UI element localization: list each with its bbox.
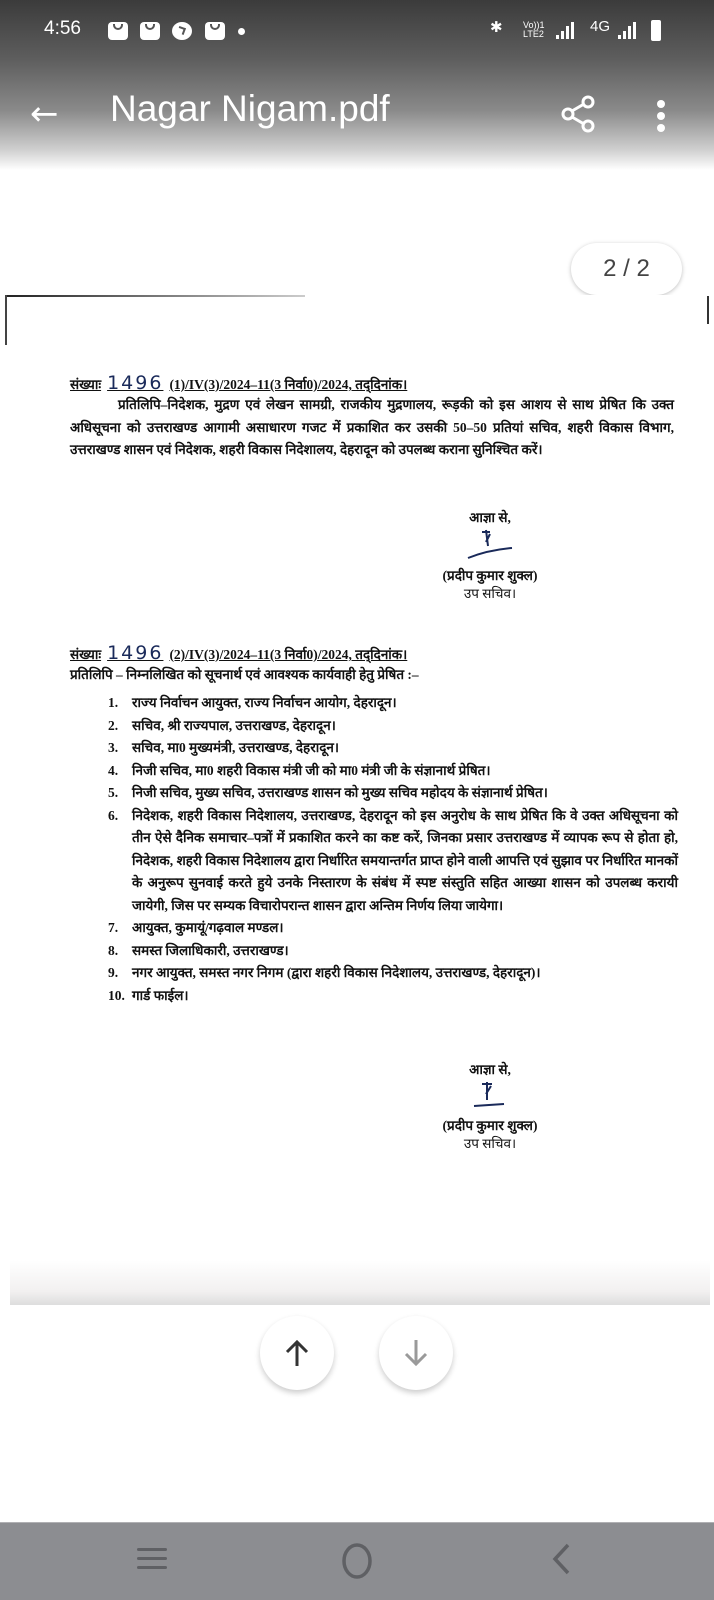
item-number: 6.: [108, 807, 119, 823]
page-indicator: 2 / 2: [571, 243, 682, 295]
status-time: 4:56: [44, 18, 81, 39]
bag-notification-icon: [108, 22, 128, 40]
list-item: [108, 782, 678, 805]
paragraph-text: प्रतिलिपि–निदेशक, मुद्रण एवं लेखन सामग्री, राजकीय मुद्रणालय, रूड़की को इस आशय से साथ प्रेषित कि उक्त अधिसूचना को उत्तराखण्ड आगामी असाधारण गजट में प्रकाशित कर उसकी 50–50 प्रतियां सचिव, शहरी विकास विभाग, उत्तराखण्ड शासन एवं निदेशक, शहरी विकास निदेशालय, देहरादून को उपलब्ध कराना सुनिश्चित करें।: [70, 397, 674, 457]
network-type: 4G: [590, 18, 611, 35]
signature-image: [460, 1078, 520, 1118]
list-item: [108, 715, 678, 738]
recents-icon[interactable]: [135, 1541, 169, 1575]
item-number: 9.: [108, 965, 119, 980]
item-text: सचिव, श्री राज्यपाल, उत्तराखण्ड, देहरादून।: [132, 717, 336, 733]
reference-number-2: [70, 642, 407, 667]
page-edge-bottom: [10, 1260, 710, 1305]
signature-block-2: [410, 1060, 570, 1152]
signatory-designation: उप सचिव।: [463, 1136, 517, 1151]
signatory-name: (प्रदीप कुमार शुक्ल): [442, 568, 538, 583]
item-number: 1.: [108, 695, 119, 710]
item-number: 4.: [108, 762, 119, 778]
item-text: राज्य निर्वाचन आयुक्त, राज्य निर्वाचन आयोग, देहरादून।: [132, 695, 397, 710]
signature-image: [460, 528, 520, 568]
battery-icon: [651, 20, 661, 41]
status-bar: [0, 14, 714, 46]
volte-badge: [523, 21, 545, 39]
handwritten-number: 1496: [107, 372, 164, 394]
list-item: [108, 692, 678, 715]
signature-block-1: [410, 508, 570, 602]
list-item: [108, 805, 678, 918]
signatory-designation: उप सचिव।: [463, 586, 517, 601]
document-title: Nagar Nigam.pdf: [110, 88, 390, 129]
app-bar: [0, 80, 714, 150]
bag-notification-icon: [140, 22, 160, 40]
copy-heading: प्रतिलिपि – निम्नलिखित को सूचनार्थ एवं आवश्यक कार्यवाही हेतु प्रेषित :–: [70, 667, 419, 682]
list-item: [108, 985, 678, 1008]
by-order-label: आज्ञा से,: [469, 1062, 511, 1077]
bluetooth-icon: ✱: [490, 19, 503, 36]
list-item: [108, 917, 678, 940]
list-item: [108, 962, 678, 985]
arrow-up-icon: [282, 1338, 312, 1368]
home-icon[interactable]: [340, 1541, 374, 1581]
page-edge-right: [707, 296, 709, 324]
item-number: 5.: [108, 785, 119, 800]
signal-icon: [555, 22, 577, 40]
item-number: 10.: [108, 987, 125, 1003]
item-number: 2.: [108, 717, 119, 733]
top-app-area: [0, 0, 714, 170]
more-vertical-icon[interactable]: [656, 100, 666, 134]
previous-page-button[interactable]: [260, 1316, 334, 1390]
handwritten-number: 1496: [107, 642, 164, 664]
page-edge-top: [5, 295, 305, 297]
list-item: [108, 760, 678, 783]
list-item: [108, 940, 678, 963]
back-chevron-icon[interactable]: [550, 1541, 574, 1577]
item-number: 3.: [108, 740, 119, 755]
item-text: आयुक्त, कुमायूं/गढ़वाल मण्डल।: [132, 920, 284, 935]
item-number: 8.: [108, 942, 119, 958]
item-text: समस्त जिलाधिकारी, उत्तराखण्ड।: [132, 942, 289, 958]
volte-label-bottom: LTE2: [523, 29, 544, 39]
item-text: निजी सचिव, मुख्य सचिव, उत्तराखण्ड शासन को मुख्य सचिव महोदय के संज्ञानार्थ प्रेषित।: [132, 785, 548, 800]
speed-notification-icon: [172, 22, 192, 40]
copy-paragraph-1: [70, 394, 674, 462]
share-icon[interactable]: [560, 94, 596, 134]
more-notifications-dot: [238, 28, 245, 35]
arrow-down-icon: [401, 1338, 431, 1368]
item-text: नगर आयुक्त, समस्त नगर निगम (द्वारा शहरी विकास निदेशालय, उत्तराखण्ड, देहरादून)।: [132, 965, 541, 980]
item-text: गार्ड फाईल।: [132, 987, 189, 1003]
item-text: सचिव, मा0 मुख्यमंत्री, उत्तराखण्ड, देहरादून।: [132, 740, 340, 755]
signatory-name: (प्रदीप कुमार शुक्ल): [442, 1118, 538, 1133]
ref-suffix: (2)/IV(3)/2024–11(3 निर्वा0)/2024, तद्‌दिनांक।: [169, 647, 408, 662]
ref-prefix: संख्याः: [70, 377, 102, 392]
arrow-left-icon[interactable]: ←: [30, 94, 59, 134]
ref-suffix: (1)/IV(3)/2024–11(3 निर्वा0)/2024, तद्‌दिनांक।: [169, 377, 408, 392]
bag-notification-icon: [205, 22, 225, 40]
list-item: [108, 737, 678, 760]
item-text: निदेशक, शहरी विकास निदेशालय, उत्तराखण्ड, देहरादून को इस अनुरोध के साथ प्रेषित कि वे उक्त अधिसूचना को तीन ऐसे दैनिक समाचार–पत्रों में प्रकाशित करने का कष्ट करें, जिनका प्रसार उत्तराखण्ड में व्यापक रूप से होता हो, निदेशक, शहरी विकास निदेशालय द्वारा निर्धारित समयान्तर्गत प्राप्त होने वाली आपत्ति एवं सुझाव पर निर्धारित मानकों के अनुरूप सुनवाई करते हुये उनके निस्तारण के संबंध में स्पष्ट संस्तुति सहित आख्या शासन को उपलब्ध करायी जायेगी, जिस पर सम्यक विचारोपरान्त शासन द्वारा अन्तिम निर्णय लिया जायेगा।: [132, 807, 678, 913]
next-page-button[interactable]: [379, 1316, 453, 1390]
by-order-label: आज्ञा से,: [469, 510, 511, 525]
item-text: निजी सचिव, मा0 शहरी विकास मंत्री जी को मा0 मंत्री जी के संज्ञानार्थ प्रेषित।: [132, 762, 491, 778]
system-navigation-bar: [0, 1522, 714, 1600]
signal-icon-2: [617, 22, 639, 40]
volte-label-top: Vo))1: [523, 20, 545, 30]
reference-number-1: [70, 372, 407, 397]
item-number: 7.: [108, 920, 119, 935]
recipient-list: [108, 692, 678, 1007]
ref-prefix: संख्याः: [70, 647, 102, 662]
page-edge-left: [5, 295, 7, 345]
